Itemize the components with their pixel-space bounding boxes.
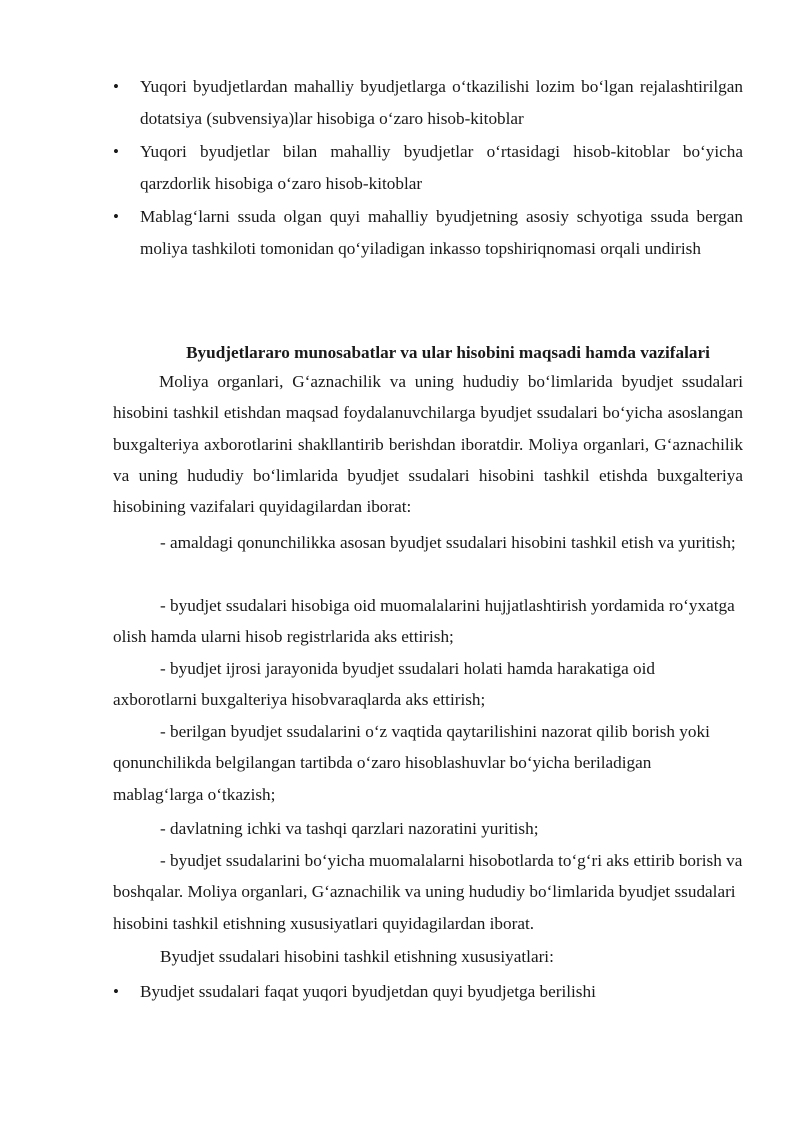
bullet-icon: • xyxy=(113,142,119,161)
bullet-icon: • xyxy=(113,982,119,1001)
list-item-text: Mablag‘larni ssuda olgan quyi mahalliy byudjetning asosiy schyotiga ssuda bergan moliya tashkiloti tomonidan qo‘yiladigan inkasso topshiriqnomasi orqali undirish xyxy=(140,207,743,258)
bullet-icon: • xyxy=(113,77,119,96)
task-item: - byudjet ssudalari hisobiga oid muomalalarini hujjatlashtirish yordamida ro‘yxatga olish hamda ularni hisob registrlarida aks ettirish; xyxy=(113,596,735,647)
task-item: - berilgan byudjet ssudalarini o‘z vaqtida qaytarilishini nazorat qilib borish yoki qonunchilikda belgilangan tartibda o‘zaro hisoblashuvlar bo‘yicha beriladigan mablag‘larga o‘tkazish; xyxy=(113,722,710,804)
list-item xyxy=(113,71,743,134)
list-item-text: Yuqori byudjetlar bilan mahalliy byudjetlar o‘rtasidagi hisob-kitoblar bo‘yicha qarzdorlik hisobiga o‘zaro hisob-kitoblar xyxy=(140,142,743,193)
task-item: - byudjet ijrosi jarayonida byudjet ssudalari holati hamda harakatiga oid axborotlarni buxgalteriya hisobvaraqlarda aks ettirish; xyxy=(113,659,655,710)
list-item xyxy=(113,976,743,1008)
task-item: - amaldagi qonunchilikka asosan byudjet ssudalari hisobini tashkil etish va yuritish; xyxy=(160,533,736,552)
bullet-icon: • xyxy=(113,207,119,226)
task-item: - byudjet ssudalarini bo‘yicha muomalalarni hisobotlarda to‘g‘ri aks ettirib borish va boshqalar. Moliya organlari, G‘aznachilik va uning hududiy bo‘limlarida byudjet ssudalari hisobini tashkil etishning xususiyatlari quyidagilardan iborat. xyxy=(113,851,743,933)
task-item: - davlatning ichki va tashqi qarzlari nazoratini yuritish; xyxy=(160,819,539,838)
features-intro: Byudjet ssudalari hisobini tashkil etishning xususiyatlari: xyxy=(160,947,554,966)
list-item xyxy=(113,201,743,264)
list-item-text: Yuqori byudjetlardan mahalliy byudjetlarga o‘tkazilishi lozim bo‘lgan rejalashtirilgan dotatsiya (subvensiya)lar hisobiga o‘zaro hisob-kitoblar xyxy=(140,77,743,128)
list-item xyxy=(113,136,743,199)
section-heading: Byudjetlararo munosabatlar va ular hisobini maqsadi hamda vazifalari xyxy=(186,343,710,362)
intro-paragraph: Moliya organlari, G‘aznachilik va uning hududiy bo‘limlarida byudjet ssudalari hisobini tashkil etishdan maqsad foydalanuvchilarga byudjet ssudalari bo‘yicha asoslangan buxgalteriya axborotlarini shakllantirib berishdan iboratdir. Moliya organlari, G‘aznachilik va uning hududiy bo‘limlarida byudjet ssudalari hisobini tashkil etishda buxgalteriya hisobining vazifalari quyidagilardan iborat: xyxy=(113,372,743,517)
list-item-text: Byudjet ssudalari faqat yuqori byudjetdan quyi byudjetga berilishi xyxy=(140,982,596,1001)
